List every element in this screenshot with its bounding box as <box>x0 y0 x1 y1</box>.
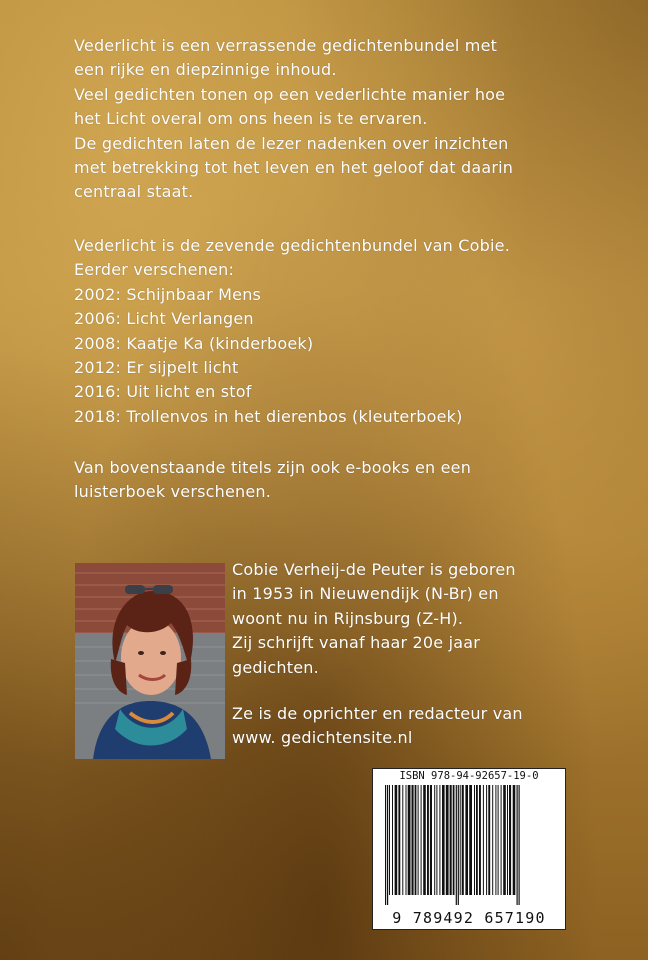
barcode-bar <box>427 785 429 895</box>
author-bio <box>232 558 523 751</box>
barcode-bar <box>389 785 390 895</box>
bio-line: in 1953 in Nieuwendijk (N-Br) en <box>232 584 499 604</box>
barcode-bar <box>509 785 511 895</box>
barcode-bar <box>423 785 426 895</box>
barcode-bar <box>460 785 461 895</box>
barcode-bar <box>483 785 484 895</box>
intro-line: een rijke en diepzinnige inhoud. <box>74 60 337 80</box>
barcode-bar <box>519 785 520 905</box>
barcode-bar <box>450 785 452 895</box>
note-line: luisterboek verschenen. <box>74 482 272 502</box>
bio-line: Zij schrijft vanaf haar 20e jaar <box>232 633 481 653</box>
barcode-bar <box>453 785 455 895</box>
intro-line: Vederlicht is een verrassende gedichtenbundel met <box>74 36 498 55</box>
barcode-bar <box>456 785 457 905</box>
barcode-bar <box>398 785 400 895</box>
isbn-digits: 9 789492 657190 <box>392 909 546 927</box>
bibliography-item: 2008: Kaatje Ka (kinderboek) <box>74 333 314 353</box>
bibliography-item: 2002: Schijnbaar Mens <box>74 284 262 304</box>
barcode-bar <box>517 785 518 905</box>
barcode-bar <box>495 785 496 895</box>
barcode-bar <box>498 785 499 895</box>
barcode-bar <box>392 785 393 895</box>
barcode-bar <box>469 785 472 895</box>
barcode-bar <box>434 785 435 895</box>
barcode-bar <box>412 785 414 895</box>
barcode-bar <box>507 785 508 895</box>
website-link[interactable]: www. gedichtensite.nl <box>232 728 413 748</box>
ebook-note <box>74 456 471 505</box>
intro-line: het Licht overal om ons heen is te ervaren. <box>74 109 428 129</box>
founder-line: Ze is de oprichter en redacteur van <box>232 704 523 724</box>
note-line: Van bovenstaande titels zijn ook e-books en een <box>74 458 472 477</box>
bio-line: woont nu in Rijnsburg (Z-H). <box>232 608 464 628</box>
bibliography-intro: Vederlicht is de zevende gedichtenbundel van Cobie. <box>74 236 511 255</box>
isbn-label: ISBN 978-94-92657-19-0 <box>399 770 539 782</box>
intro-line: De gedichten laten de lezer nadenken over inzichten <box>74 133 509 153</box>
bibliography-list <box>74 234 510 429</box>
bibliography-item: 2018: Trollenvos in het dierenbos (kleuterboek) <box>74 406 463 426</box>
bibliography-item: 2012: Er sijpelt licht <box>74 358 239 378</box>
bibliography-heading: Eerder verschenen: <box>74 260 235 280</box>
barcode-bar <box>503 785 506 895</box>
barcode-bar <box>486 785 487 895</box>
intro-text <box>74 34 513 205</box>
barcode-bar <box>501 785 502 895</box>
barcode-bar <box>395 785 398 895</box>
barcode-bar <box>387 785 388 905</box>
barcode-bar <box>439 785 440 895</box>
bio-line: Cobie Verheij-de Peuter is geboren <box>232 560 516 579</box>
barcode-bar <box>465 785 468 895</box>
barcode-bar <box>415 785 417 895</box>
author-photo <box>75 563 225 759</box>
intro-line: met betrekking tot het leven en het geloof dat daarin <box>74 158 514 178</box>
barcode-bar <box>479 785 481 895</box>
barcode-bar <box>488 785 490 895</box>
barcode-bar <box>430 785 432 895</box>
bibliography-item: 2006: Licht Verlangen <box>74 309 254 329</box>
intro-line: Veel gedichten tonen op een vederlichte manier hoe <box>74 84 506 104</box>
barcode-bar <box>385 785 386 905</box>
barcode-bar <box>492 785 493 895</box>
barcode-bar <box>406 785 407 895</box>
barcode-bar <box>402 785 403 895</box>
barcode-bar <box>436 785 437 895</box>
barcode-bar <box>421 785 422 895</box>
barcode-bar <box>476 785 478 895</box>
barcode-bar <box>442 785 445 895</box>
bio-line: gedichten. <box>232 657 319 677</box>
barcode-bar <box>474 785 475 895</box>
intro-line: centraal staat. <box>74 182 194 202</box>
barcode-bars <box>383 785 555 905</box>
barcode-bar <box>418 785 419 895</box>
barcode-bar <box>446 785 449 895</box>
isbn-barcode <box>372 768 566 930</box>
barcode-bar <box>513 785 516 895</box>
bibliography-item: 2016: Uit licht en stof <box>74 382 252 402</box>
barcode-bar <box>408 785 411 895</box>
barcode-bar <box>458 785 459 905</box>
barcode-bar <box>462 785 464 895</box>
